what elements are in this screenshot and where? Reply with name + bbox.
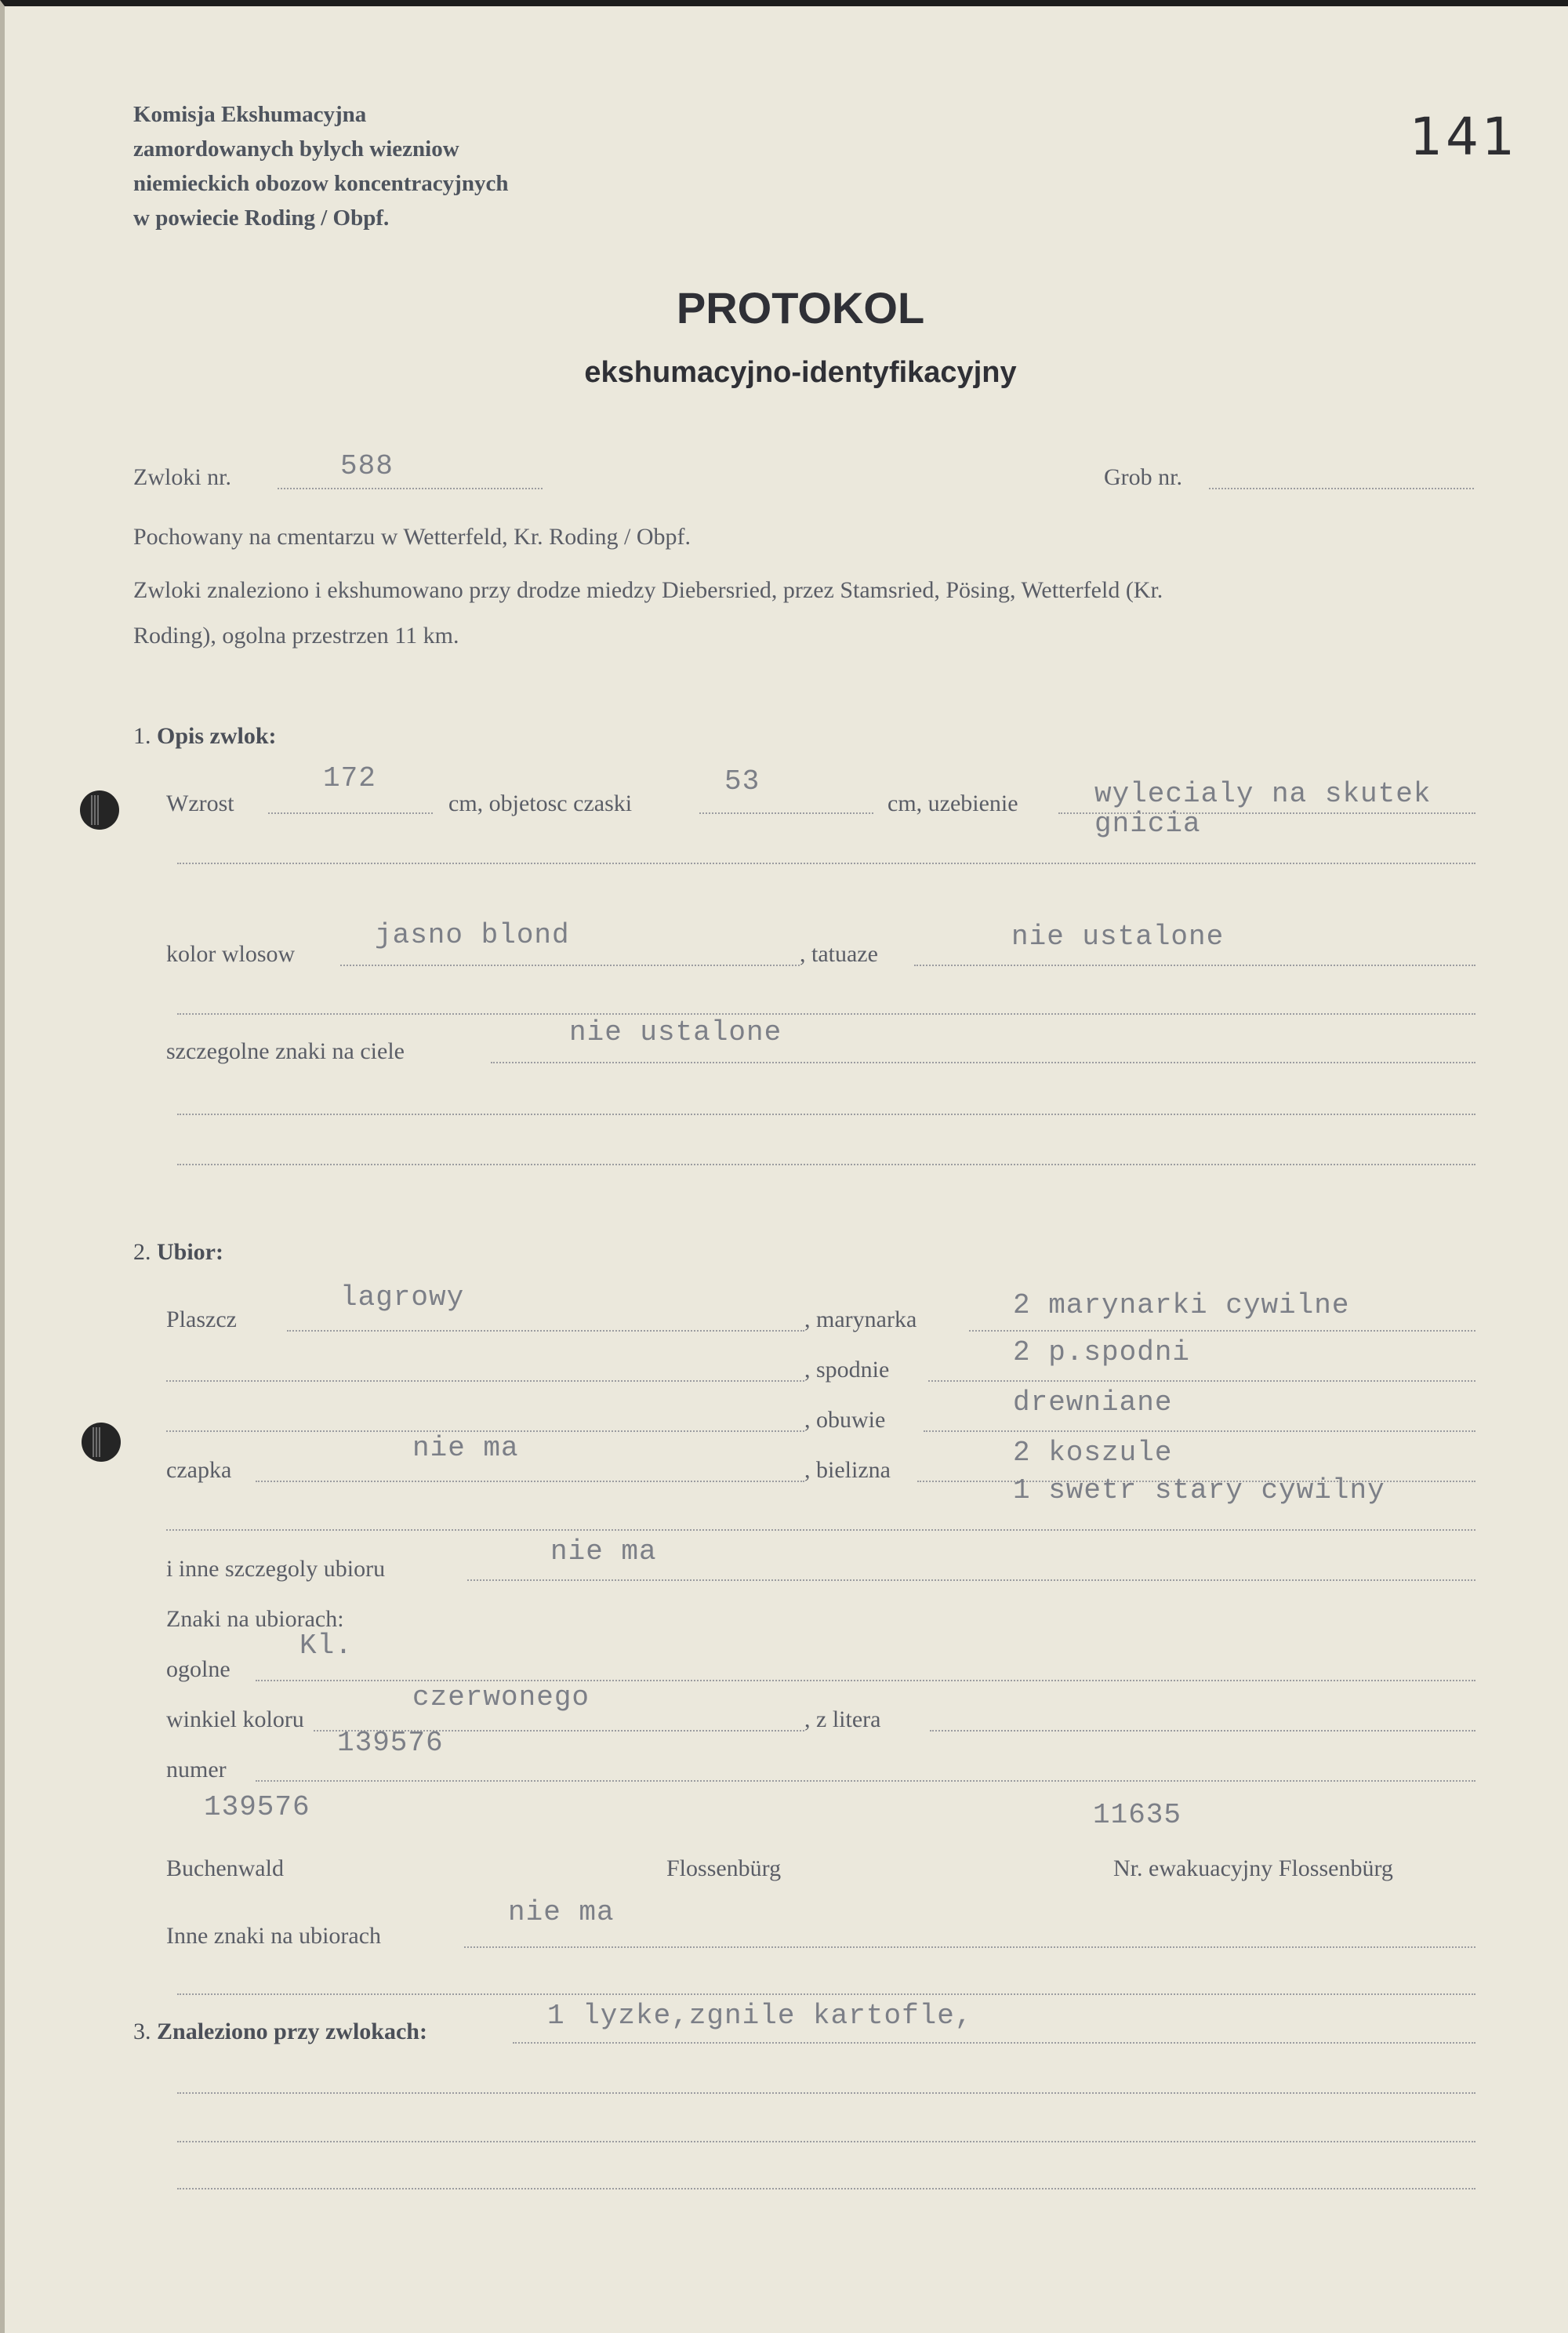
section-1-heading: 1. Opis zwlok: (133, 723, 277, 749)
flossenburg-label: Flossenbürg (666, 1855, 782, 1881)
uzebienie-value-2: gnicia (1094, 808, 1201, 840)
punch-hole (80, 790, 119, 830)
evacuation-number: 11635 (1093, 1799, 1182, 1831)
marynarka-value: 2 marynarki cywilne (1013, 1289, 1350, 1321)
header-line-2: zamordowanych bylych wiezniow (133, 136, 459, 162)
inne-znaki-label: Inne znaki na ubiorach (166, 1923, 382, 1949)
znaleziono-text-1: Zwloki znaleziono i ekshumowano przy drodze miedzy Diebersried, przez Stamsried, Pösing, Wetterfeld (Kr. (133, 577, 1163, 603)
wzrost-label: Wzrost (166, 790, 234, 816)
ogolne-value: Kl. (299, 1630, 353, 1662)
zwloki-label: Zwloki nr. (133, 464, 231, 490)
znaleziono-text-2: Roding), ogolna przestrzen 11 km. (133, 623, 459, 649)
wzrost-value: 172 (323, 762, 376, 794)
znaki-ubiorach-heading: Znaki na ubiorach: (166, 1606, 344, 1632)
czaszka-value: 53 (724, 765, 760, 798)
spodnie-label: , spodnie (804, 1357, 890, 1383)
marynarka-label: , marynarka (804, 1306, 917, 1332)
header-line-4: w powiecie Roding / Obpf. (133, 205, 390, 231)
czapka-label: czapka (166, 1457, 232, 1483)
czapka-value: nie ma (412, 1432, 519, 1464)
winkiel-value: czerwonego (412, 1681, 590, 1713)
header-line-1: Komisja Ekshumacyjna (133, 102, 367, 127)
bielizna-label: , bielizna (804, 1457, 891, 1483)
inne-szczegoly-value: nie ma (550, 1535, 657, 1568)
obuwie-label: , obuwie (804, 1407, 886, 1433)
tatuaze-label: , tatuaze (800, 941, 878, 967)
winkiel-label: winkiel koloru (166, 1706, 304, 1732)
plaszcz-label: Plaszcz (166, 1306, 237, 1332)
znaki-label: szczegolne znaki na ciele (166, 1038, 405, 1064)
uzebienie-label: cm, uzebienie (887, 790, 1018, 816)
kolor-label: kolor wlosow (166, 941, 296, 967)
z-litera-label: , z litera (804, 1706, 881, 1732)
evacuation-label: Nr. ewakuacyjny Flossenbürg (1113, 1855, 1393, 1881)
document-title: PROTOKOL (676, 283, 925, 333)
section-1-title: Opis zwlok: (157, 723, 277, 749)
plaszcz-value: lagrowy (340, 1281, 465, 1314)
numer-value: 139576 (337, 1727, 444, 1759)
page-number: 141 (1410, 107, 1518, 167)
obuwie-value: drewniane (1013, 1386, 1173, 1419)
inne-znaki-value: nie ma (508, 1896, 615, 1928)
objetosc-label: cm, objetosc czaski (448, 790, 633, 816)
uzebienie-value-1: wylecialy na skutek (1094, 778, 1432, 810)
pochowany-text: Pochowany na cmentarzu w Wetterfeld, Kr. Roding / Obpf. (133, 524, 691, 550)
kolor-value: jasno blond (375, 919, 570, 951)
bielizna-value-1: 2 koszule (1013, 1437, 1173, 1469)
ogolne-label: ogolne (166, 1656, 230, 1682)
buchenwald-number: 139576 (204, 1791, 310, 1823)
inne-szczegoly-label: i inne szczegoly ubioru (166, 1556, 386, 1582)
grob-label: Grob nr. (1104, 464, 1182, 490)
punch-hole (82, 1423, 121, 1462)
section-2-title: Ubior: (157, 1239, 223, 1265)
section-3-title: Znaleziono przy zwlokach: (157, 2019, 427, 2044)
document-subtitle: ekshumacyjno-identyfikacyjny (584, 356, 1017, 389)
tatuaze-value: nie ustalone (1011, 921, 1225, 953)
zwloki-value: 588 (340, 450, 394, 482)
bielizna-value-2: 1 swetr stary cywilny (1013, 1474, 1385, 1506)
znaki-value: nie ustalone (569, 1016, 782, 1048)
section-2-heading: 2. Ubior: (133, 1239, 223, 1265)
buchenwald-label: Buchenwald (166, 1855, 284, 1881)
section-3-value: 1 lyzke,zgnile kartofle, (547, 2000, 973, 2032)
header-line-3: niemieckich obozow koncentracyjnych (133, 171, 509, 196)
numer-label: numer (166, 1757, 227, 1782)
section-3-heading: 3. Znaleziono przy zwlokach: (133, 2019, 427, 2044)
spodnie-value: 2 p.spodni (1013, 1336, 1191, 1368)
